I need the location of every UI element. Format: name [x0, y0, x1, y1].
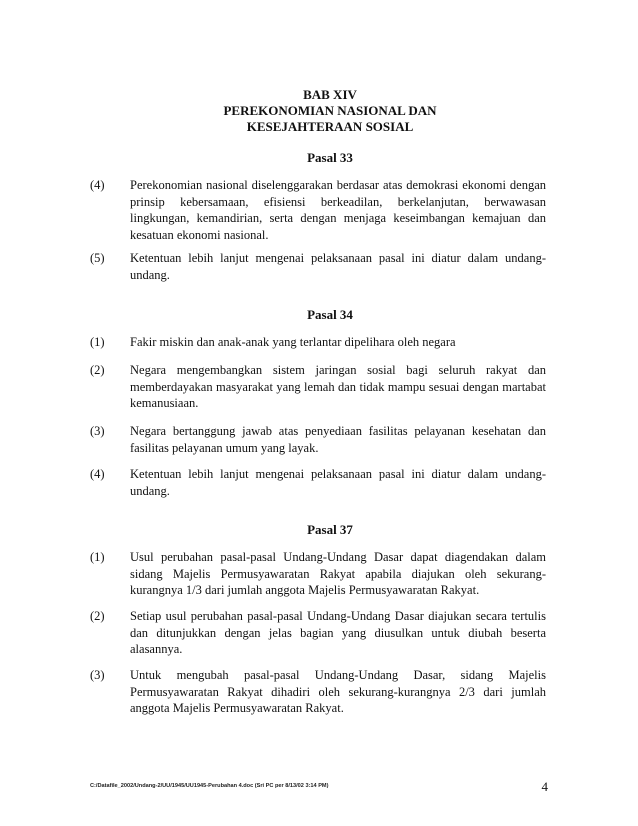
clause-number: (2)	[90, 609, 105, 623]
clause-text: Untuk mengubah pasal-pasal Undang-Undang Dasar, sidang Majelis Permusyawaratan Rakyat dihadiri oleh sekurang-kurangnya 2/3 dari jumlah anggota Majelis Permusyawaratan Rakyat.	[130, 668, 546, 715]
pasal-33-clause-5	[90, 250, 546, 283]
clause-number: (1)	[90, 550, 105, 564]
pasal-34-clause-1	[90, 334, 546, 351]
clause-number: (3)	[90, 668, 105, 682]
clause-text: Ketentuan lebih lanjut mengenai pelaksanaan pasal ini diatur dalam undang-undang.	[130, 467, 546, 498]
chapter-title-line-2: KESEJAHTERAAN SOSIAL	[246, 119, 414, 134]
clause-text: Negara mengembangkan sistem jaringan sosial bagi seluruh rakyat dan memberdayakan masyarakat yang lemah dan tidak mampu sesuai dengan martabat kemanusiaan.	[130, 363, 546, 410]
clause-text: Usul perubahan pasal-pasal Undang-Undang Dasar dapat diagendakan dalam sidang Majelis Permusyawaratan Rakyat apabila diajukan oleh sekurang-kurangnya 1/3 dari jumlah anggota Majelis Permusyawaratan Rakyat.	[130, 550, 546, 597]
clause-number: (2)	[90, 363, 105, 377]
clause-text: Setiap usul perubahan pasal-pasal Undang-Undang Dasar diajukan secara tertulis dan ditunjukkan dengan jelas bagian yang diusulkan untuk diubah beserta alasannya.	[130, 609, 546, 656]
clause-number: (5)	[90, 251, 105, 265]
chapter-title-line-1: PEREKONOMIAN NASIONAL DAN	[223, 103, 437, 118]
clause-number: (4)	[90, 467, 105, 481]
clause-number: (3)	[90, 424, 105, 438]
clause-text: Ketentuan lebih lanjut mengenai pelaksanaan pasal ini diatur dalam undang-undang.	[130, 251, 546, 282]
pasal-33-clause-4	[90, 177, 546, 243]
clause-text: Fakir miskin dan anak-anak yang terlantar dipelihara oleh negara	[130, 335, 456, 349]
pasal-37-clause-1	[90, 549, 546, 599]
pasal-37-title: Pasal 37	[307, 522, 353, 537]
page-number: 4	[541, 779, 548, 794]
clause-number: (1)	[90, 335, 105, 349]
clause-text: Negara bertanggung jawab atas penyediaan fasilitas pelayanan kesehatan dan fasilitas pelayanan umum yang layak.	[130, 424, 546, 455]
pasal-34-clause-2	[90, 362, 546, 412]
pasal-33-title: Pasal 33	[307, 150, 353, 165]
pasal-37-clause-3	[90, 667, 546, 717]
pasal-37-clause-2	[90, 608, 546, 658]
clause-number: (4)	[90, 178, 105, 192]
clause-text: Perekonomian nasional diselenggarakan berdasar atas demokrasi ekonomi dengan prinsip kebersamaan, efisiensi berkeadilan, berkelanjutan, berwawasan lingkungan, kemandirian, serta dengan menjaga keseimbangan kemajuan dan kesatuan ekonomi nasional.	[130, 178, 546, 242]
footer-file-path: C:/Datafile_2002/Undang-2/UU/1945/UU1945-Perubahan 4.doc (Sri PC per 8/13/02 3:14 PM)	[90, 783, 329, 789]
pasal-34-clause-4	[90, 466, 546, 499]
pasal-34-title: Pasal 34	[307, 307, 353, 322]
chapter-number: BAB XIV	[303, 87, 357, 102]
pasal-34-clause-3	[90, 423, 546, 456]
